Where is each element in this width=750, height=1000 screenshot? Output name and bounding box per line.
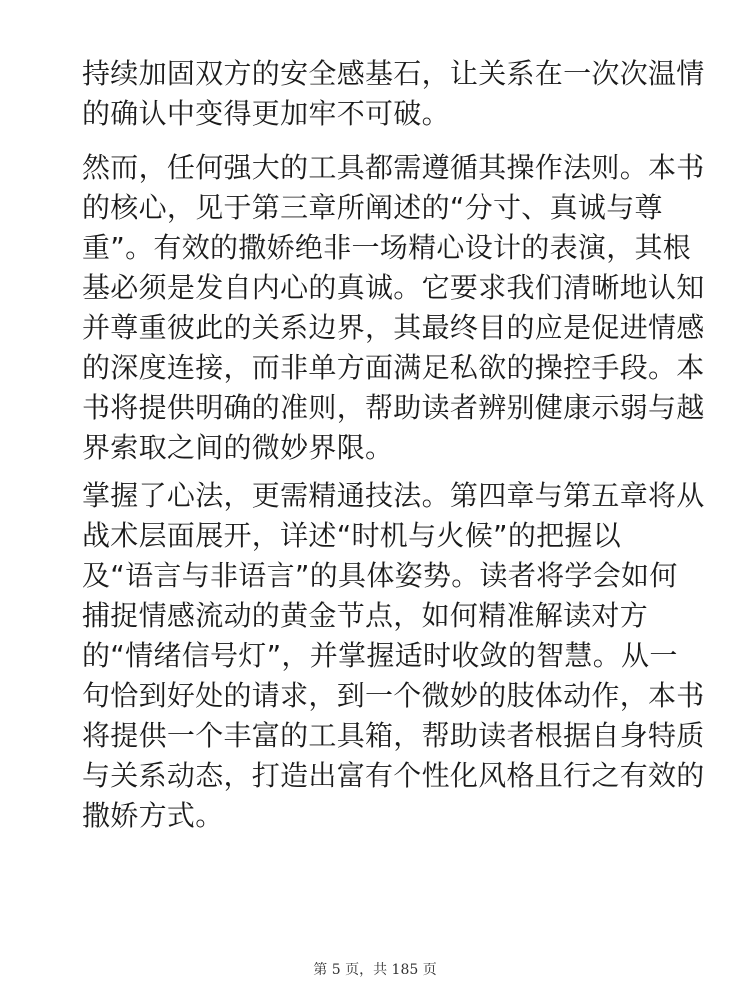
page-number-footer: 第 5 页，共 185 页 xyxy=(313,962,437,978)
text-line: 然而，任何强大的工具都需遵循其操作法则。本书 xyxy=(82,151,705,184)
text-line: 基必须是发自内心的真诚。它要求我们清晰地认知 xyxy=(82,271,705,304)
text-line: 战术层面展开，详述“时机与火候”的把握以 xyxy=(82,519,622,552)
text-line: 的“情绪信号灯”，并掌握适时收敛的智慧。从一 xyxy=(82,639,678,672)
text-line: 书将提供明确的准则，帮助读者辨别健康示弱与越 xyxy=(82,391,705,424)
text-line: 撒娇方式。 xyxy=(82,799,224,832)
text-line: 掌握了心法，更需精通技法。第四章与第五章将从 xyxy=(82,479,705,512)
text-line: 与关系动态，打造出富有个性化风格且行之有效的 xyxy=(82,759,705,792)
text-line: 句恰到好处的请求，到一个微妙的肢体动作，本书 xyxy=(82,679,705,712)
text-line: 的深度连接，而非单方面满足私欲的操控手段。本 xyxy=(82,351,705,384)
text-line: 的核心，见于第三章所阐述的“分寸、真诚与尊 xyxy=(82,191,663,224)
text-line: 界索取之间的微妙界限。 xyxy=(82,431,394,464)
text-line: 及“语言与非语言”的具体姿势。读者将学会如何 xyxy=(82,559,678,592)
text-line: 的确认中变得更加牢不可破。 xyxy=(82,97,450,130)
text-line: 并尊重彼此的关系边界，其最终目的应是促进情感 xyxy=(82,311,705,344)
text-line: 持续加固双方的安全感基石，让关系在一次次温情 xyxy=(82,57,705,90)
text-line: 捕捉情感流动的黄金节点，如何精准解读对方 xyxy=(82,599,649,632)
text-line: 重”。有效的撒娇绝非一场精心设计的表演，其根 xyxy=(82,231,692,264)
text-line: 将提供一个丰富的工具箱，帮助读者根据自身特质 xyxy=(82,719,705,752)
